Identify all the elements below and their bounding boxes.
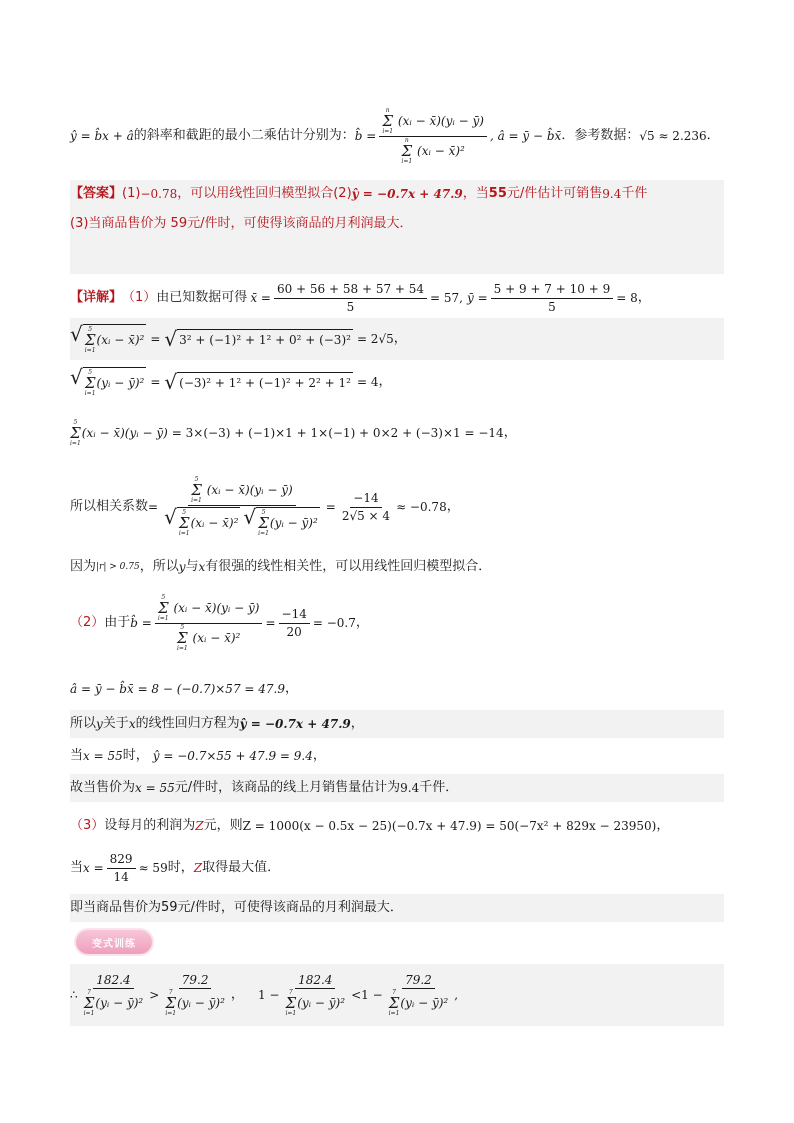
therefore-symbol: ∴ (70, 987, 78, 1002)
answer-part1-label: (1) (122, 186, 141, 202)
when-text-b: 时， (122, 748, 149, 764)
r-value-fraction: $\frac{-14}{2√5 \times 4}$ (341, 491, 391, 523)
max-z: Z (193, 860, 203, 875)
detail-part1-text: 由已知数据可得 (156, 290, 248, 306)
sxy-line: 5 Σ i=1 (xᵢ − x̄)(yᵢ − ȳ) = 3×(−3) + (−1)×1 + 1×(−1) + 0×2 + (−3)×1 = −14 ， (70, 418, 517, 447)
sy-line: √ 5 Σ i=1 (yᵢ − ȳ)² = √ (−3)² + 1² + (−1)² + 2² + 1² = 4 ， (70, 365, 392, 397)
detail-part1-label: （1） (122, 290, 157, 306)
bhat-calc-fraction: 5 Σ i=1 (xᵢ − x̄)(yᵢ − ȳ) 5 Σ i=1 (xᵢ − x̄)² (155, 595, 263, 652)
comma: ， (355, 615, 369, 631)
answer-part2-text-a: ，当 (462, 186, 489, 202)
profit-z: Z (195, 818, 204, 833)
comma: ， (656, 818, 670, 834)
sx-rhs-sqrt: √ 3² + (−1)² + 1² + 0² + (−3)² (164, 327, 351, 351)
detail-tag: 【详解】 (70, 290, 123, 306)
sy-result: = 4 (356, 374, 379, 389)
answer-part1-text: ，可以用线性回归模型拟合 (177, 186, 334, 202)
xbar-fraction: $\frac{60 + 56 + 58 + 57 + 54}{5}$ (274, 282, 427, 314)
comma: ， (378, 374, 392, 390)
answer-part2-formula: ŷ = −0.7x + 47.9 (351, 186, 463, 201)
so-x: x = 55 (135, 780, 175, 795)
variant-end: , (454, 987, 459, 1002)
bhat-calc-line: （2） 由于 b̂ = 5 Σ i=1 (xᵢ − x̄)(yᵢ − ȳ) 5 Σ i=1 (xᵢ − x̄)² = $\frac{-14}{20}$ = −0.7 ， (70, 593, 369, 652)
regression-line (70, 710, 724, 738)
abs-r-condition: |r| > 0.75 (96, 561, 140, 572)
comma: ， (312, 748, 326, 764)
correlation-line: 所以相关系数 = 5 Σ i=1 (xᵢ − x̄)(yᵢ − ȳ) √ 5 Σ i=1 (xᵢ − x̄)² √ 5 Σ i=1 (yᵢ − ȳ)² = $\frac{-14}{2√5 \times 4}$ ≈ −0.78 ， (70, 476, 460, 537)
sx-sqrt: √ 5 Σ i=1 (xᵢ − x̄)² (70, 322, 145, 354)
final-line (70, 894, 724, 922)
so-line (70, 774, 724, 802)
when-line (70, 742, 724, 770)
answer-part2-text-c: 千件 (621, 186, 648, 202)
r-fraction: 5 Σ i=1 (xᵢ − x̄)(yᵢ − ȳ) √ 5 Σ i=1 (xᵢ − x̄)² √ 5 Σ i=1 (yᵢ − ȳ)² (164, 476, 318, 537)
so-text-a: 故当售价为 (70, 780, 136, 796)
so-text-c: 千件． (419, 780, 459, 796)
variant-line (70, 964, 724, 1026)
intro-end: ． (706, 128, 720, 144)
reg-var-x: x (128, 716, 136, 731)
sxy-rhs: = 3×(−3) + (−1)×1 + 1×(−1) + 0×2 + (−3)×1 = −14 (171, 425, 504, 440)
answer-part2-label: (2) (333, 186, 352, 202)
sy-sqrt: √ 5 Σ i=1 (yᵢ − ȳ)² (70, 365, 145, 397)
gt-symbol: > (149, 987, 160, 1002)
reference-label: ．参考数据： (561, 128, 640, 144)
reg-text-a: 所以 (70, 716, 97, 732)
because-line (70, 554, 724, 580)
when-text-a: 当 (70, 748, 84, 764)
answer-tag: 【答案】 (70, 186, 123, 202)
sy-rhs-sqrt: √ (−3)² + 1² + (−1)² + 2² + 1² (164, 370, 351, 394)
sx-result: = 2√5 (356, 331, 394, 346)
variant-fraction-4: 79.2 7 Σ i=1 (yᵢ − ȳ)² (388, 972, 449, 1018)
sxy-term: (xᵢ − x̄)(yᵢ − ȳ) (81, 425, 168, 440)
profit-formula: Z = 1000(x − 0.5x − 25)(−0.7x + 47.9) = 50(−7x² + 829x − 23950) (242, 818, 657, 833)
comma: ， (350, 716, 364, 732)
max-fraction: $\frac{829}{14}$ (107, 852, 136, 884)
so-text-b: 元/件时，该商品的线上月销售量估计为 (174, 780, 401, 796)
r-result: ≈ −0.78 (396, 499, 447, 514)
max-x: x = (83, 860, 104, 875)
reg-formula: ŷ = −0.7x + 47.9 (239, 716, 351, 731)
ybar-fraction: $\frac{5 + 9 + 7 + 10 + 9}{5}$ (491, 282, 614, 314)
bhat-sym: b̂ = (130, 615, 152, 630)
because-text-d: 有很强的线性相关性，可以用线性回归模型拟合． (205, 559, 492, 575)
so-value: 9.4 (400, 780, 420, 795)
xbar-lhs: x̄ = (250, 290, 271, 305)
var-x: x (198, 559, 206, 574)
when-calc: ŷ = −0.7×55 + 47.9 = 9.4 (152, 748, 313, 763)
answer-part1-value: −0.78 (140, 186, 178, 201)
because-text-a: 因为 (70, 559, 97, 575)
max-line (70, 848, 724, 888)
answer-part2-value: 9.4 (602, 186, 622, 201)
bhat-denominator: (xᵢ − x̄)² (417, 143, 465, 158)
final-text: 即当商品售价为59元/件时，可使得该商品的月利润最大． (70, 900, 403, 916)
reg-text-c: 的线性回归方程为 (135, 716, 240, 732)
xbar-result: = 57, (430, 290, 463, 305)
sx-line: √ 5 Σ i=1 (xᵢ − x̄)² = √ 3² + (−1)² + 1² + 0² + (−3)² = 2√5 ， (70, 318, 724, 360)
ahat-line (70, 674, 724, 704)
intro-text: 的斜率和截距的最小二乘估计分别为： (133, 128, 355, 144)
comma: ， (503, 425, 517, 441)
lt-symbol: < (351, 987, 362, 1002)
because-text-c: 与 (185, 559, 199, 575)
detail-part2-label: （2） (70, 615, 105, 631)
detail-means-line (70, 278, 724, 318)
regression-equation: ŷ = b̂x + â (70, 128, 134, 143)
max-text-a: 当 (70, 860, 84, 876)
profit-text-a: 设每月的利润为 (104, 818, 196, 834)
variant-comma: ， (230, 987, 244, 1003)
answer-part2-price: 55 (488, 186, 507, 202)
comma: ， (637, 290, 651, 306)
ahat-calc: â = ȳ − b̂x̄ = 8 − (−0.7)×57 = 47.9 (70, 681, 285, 696)
reg-var-y: y (96, 716, 103, 731)
max-text-b: 时， (167, 860, 194, 876)
max-approx: ≈ 59 (138, 860, 168, 875)
ahat-formula: , â = ȳ − b̂x̄ (489, 128, 562, 143)
correlation-text: 所以相关系数 (70, 499, 149, 515)
detail-part2-text: 由于 (104, 615, 131, 631)
ybar-result: = 8 (616, 290, 638, 305)
variant-fraction-1: 182.4 7 Σ i=1 (yᵢ − ȳ)² (83, 972, 144, 1018)
profit-line (70, 810, 724, 842)
variant-fraction-2: 79.2 7 Σ i=1 (yᵢ − ȳ)² (165, 972, 225, 1018)
var-y: y (178, 559, 186, 574)
one-minus-1: 1 − (257, 987, 280, 1002)
answer-part3-text: (3)当商品售价为 59元/件时，可使得该商品的月利润最大． (70, 216, 413, 231)
variant-fraction-3: 182.4 7 Σ i=1 (yᵢ − ȳ)² (285, 972, 346, 1018)
comma: ， (393, 331, 407, 347)
bhat-fraction: n Σ i=1 (xᵢ − x̄)(yᵢ − ȳ) n Σ i=1 (xᵢ − x̄)² (379, 108, 487, 165)
because-text-b: ，所以 (139, 559, 179, 575)
comma: ， (284, 681, 298, 697)
bhat-symbol: b̂ = (354, 128, 377, 143)
bhat-numerator: (xᵢ − x̄)(yᵢ − ȳ) (397, 113, 484, 128)
when-x: x = 55 (83, 748, 123, 763)
comma: ， (446, 499, 460, 515)
variant-training-badge: 变式训练 (76, 930, 152, 954)
detail-part3-label: （3） (70, 818, 105, 834)
profit-text-b: 元，则 (203, 818, 243, 834)
bhat-value-fraction: $\frac{-14}{20}$ (279, 607, 310, 639)
max-text-c: 取得最大值． (202, 860, 281, 876)
answer-line-2 (70, 208, 724, 274)
reg-text-b: 关于 (102, 716, 129, 732)
answer-part2-text-b: 元/件估计可销售 (506, 186, 603, 202)
one-minus-2: 1 − (361, 987, 383, 1002)
answer-line-1 (70, 180, 724, 208)
reference-value: √5 ≈ 2.236 (639, 128, 707, 143)
bhat-result: = −0.7 (312, 615, 356, 630)
intro-line (70, 104, 724, 168)
ybar-lhs: ȳ = (467, 290, 488, 305)
